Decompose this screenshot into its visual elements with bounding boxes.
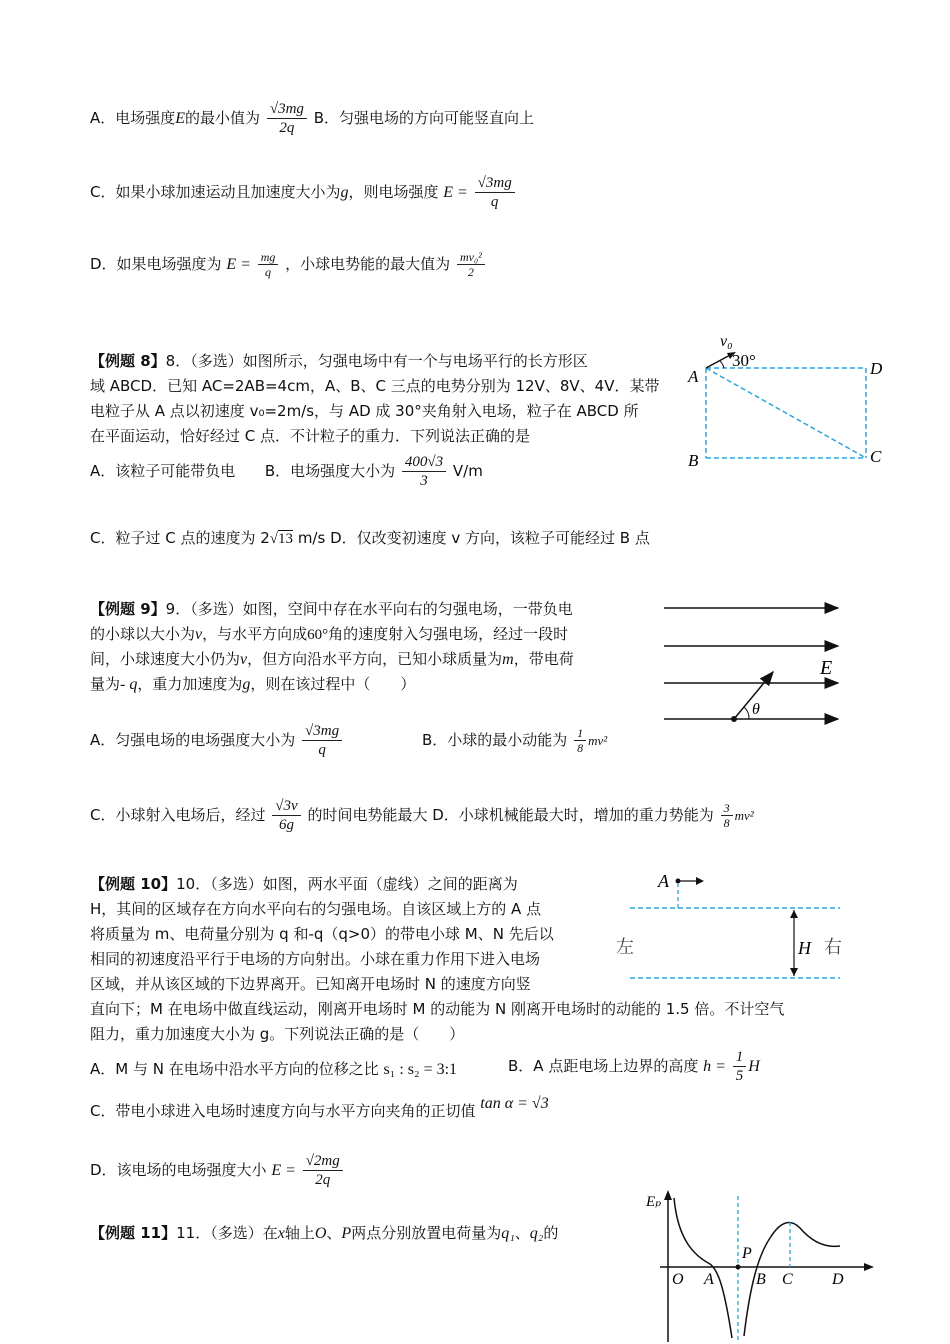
- q9-ball: [731, 716, 737, 722]
- q8-option-cd: C．粒子过 C 点的速度为 2√13 m/s D．仅改变初速度 v 方向，该粒子可能经过 B 点: [90, 529, 650, 547]
- q9-field-figure: [660, 596, 850, 731]
- q8-label-b: B: [688, 451, 699, 470]
- q8-label-d: D: [870, 359, 883, 378]
- q11-label-d: D: [832, 1271, 844, 1288]
- q10-b-fraction: $\frac{1}{5}$: [733, 1048, 747, 1085]
- q10-tag: 【例题 10】: [90, 875, 177, 893]
- q9-a-fraction: $\frac{√3mg}{q}$: [302, 722, 342, 759]
- q8-diagonal-ac: [706, 368, 866, 458]
- q7-option-c: C．如果小球加速运动且加速度大小为g，则电场强度 E = $\frac{√3mg}{q}$: [90, 174, 517, 211]
- q7-d-fraction: $\frac{mg}{q}$: [258, 250, 279, 279]
- q9-label-theta: θ: [752, 701, 760, 718]
- q8-tag: 【例题 8】: [90, 352, 166, 370]
- q9-option-d: D．小球机械能最大时，增加的重力势能为: [432, 806, 714, 824]
- q10-label-h: H: [798, 938, 811, 958]
- q11-label-b: B: [756, 1271, 766, 1288]
- q8-label-c: C: [870, 447, 882, 466]
- q10-d-fraction: $\frac{√2mg}{2q}$: [303, 1152, 343, 1189]
- q8-label-angle: 30°: [732, 351, 756, 370]
- q9-b-fraction: $\frac{1}{8}$: [574, 726, 586, 755]
- q8-b-fraction: $\frac{400√3}{3}$: [402, 453, 446, 490]
- q7-option-a: A．电场强度E的最小值为 $\frac{√3mg}{2q}$ B．匀强电场的方向可能竖直向上: [90, 101, 534, 136]
- q10-option-a: A．M 与 N 在电场中沿水平方向的位移之比 s₁ : s₂ = 3:1: [90, 1060, 458, 1078]
- q11-label-p: P: [742, 1245, 752, 1262]
- q10-option-b: B．A 点距电场上边界的高度 h = $\frac{1}{5}$ H: [508, 1049, 760, 1084]
- q11-potential-graph: [640, 1186, 880, 1344]
- q9-option-b: B．小球的最小动能为 $\frac{1}{8}$ mv²: [422, 726, 608, 755]
- q10-label-right: 右: [824, 937, 842, 957]
- q9-label-e: E: [820, 657, 833, 679]
- q7-option-d: D．如果电场强度为 E = $\frac{mg}{q}$ ，小球电势能的最大值为 $\frac{\text{mv₀²}}{2}$: [90, 250, 487, 279]
- q11-curve-left: [674, 1198, 732, 1338]
- q7-c-fraction: $\frac{√3mg}{q}$: [475, 174, 515, 211]
- q9-tag: 【例题 9】: [90, 600, 166, 618]
- q8-label-a: A: [688, 367, 699, 386]
- q8-rectangle-figure: [680, 328, 900, 473]
- q11-label-o: O: [672, 1271, 684, 1288]
- q11-label-ep: Eₚ: [646, 1194, 662, 1210]
- q11-label-c: C: [782, 1271, 793, 1288]
- q11-label-a: A: [704, 1271, 714, 1288]
- q9-d-fraction: $\frac{3}{8}$: [721, 801, 733, 830]
- q10-option-d: D．该电场的电场强度大小 E = $\frac{√2mg}{2q}$: [90, 1152, 345, 1189]
- q10-label-a: A: [658, 871, 669, 891]
- q9-option-a: A．匀强电场的电场强度大小为 $\frac{√3mg}{q}$: [90, 722, 344, 759]
- q7-d-fraction2: $\frac{\text{mv₀²}}{2}$: [457, 250, 485, 279]
- q8-option-ab: A．该粒子可能带负电 B．电场强度大小为 $\frac{400√3}{3}$ V/m: [90, 454, 483, 489]
- q7-a-fraction: $\frac{√3mg}{2q}$: [267, 100, 307, 137]
- q10-label-left: 左: [616, 937, 634, 957]
- q10-field-figure: [612, 866, 852, 984]
- q11-stem: 【例题 11】11．（多选）在x轴上O、P两点分别放置电荷量为q₁、q₂的: [90, 1224, 559, 1242]
- q9-option-c: C．小球射入电场后，经过 $\frac{√3v}{6g}$ 的时间电势能最大 D．小球机械能最大时，增加的重力势能为 $\frac{3}{8}$ mv²: [90, 798, 754, 833]
- q11-tag: 【例题 11】: [90, 1224, 177, 1242]
- q10-option-c: C．带电小球进入电场时速度方向与水平方向夹角的正切值 tan α = √3: [90, 1095, 549, 1120]
- q8-velocity-arrow: [706, 354, 732, 368]
- q8-label-v0: v₀: [720, 333, 733, 350]
- q9-c-fraction: $\frac{√3v}{6g}$: [272, 797, 300, 834]
